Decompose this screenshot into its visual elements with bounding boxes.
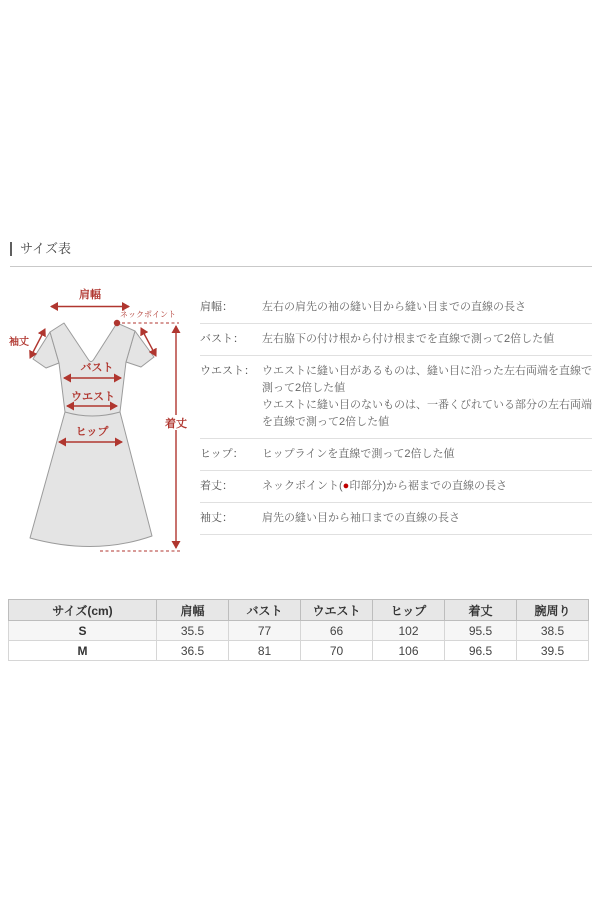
- value-cell: 35.5: [157, 621, 229, 641]
- definition-text: 左右の肩先の袖の縫い目から縫い目までの直線の長さ: [262, 301, 526, 313]
- value-cell: 102: [373, 621, 445, 641]
- table-row-size-m: [9, 641, 589, 661]
- column-header-waist: ウエスト: [301, 600, 373, 621]
- size-chart-section-header: [10, 242, 592, 267]
- value-cell: 106: [373, 641, 445, 661]
- value-cell: 81: [229, 641, 301, 661]
- definition-row-waist: [200, 356, 592, 439]
- column-header-arm: 腕周り: [517, 600, 589, 621]
- definition-term: 肩幅：: [200, 301, 233, 313]
- definition-text: 肩先の縫い目から袖口までの直線の長さ: [262, 512, 460, 524]
- value-cell: 95.5: [445, 621, 517, 641]
- column-header-hip: ヒップ: [373, 600, 445, 621]
- hip-label: ヒップ: [75, 426, 109, 438]
- value-cell: 66: [301, 621, 373, 641]
- column-header-bust: バスト: [229, 600, 301, 621]
- dress-measurement-diagram: [0, 275, 200, 565]
- column-header-length: 着丈: [445, 600, 517, 621]
- waist-label: ウエスト: [71, 391, 115, 403]
- neck-point-label: ネックポイント: [120, 310, 176, 319]
- size-table: [8, 599, 589, 661]
- size-cell: M: [9, 641, 157, 661]
- measurement-definitions: [200, 292, 592, 535]
- definition-row-bust: [200, 324, 592, 356]
- neck-point-dot-icon: [114, 320, 120, 326]
- definition-row-hip: [200, 439, 592, 471]
- column-header-size: サイズ(cm): [9, 600, 157, 621]
- definition-term: ウエスト：: [200, 365, 255, 377]
- definition-row-length: [200, 471, 592, 503]
- value-cell: 36.5: [157, 641, 229, 661]
- definition-row-shoulder: [200, 292, 592, 324]
- definition-text: ネックポイント(●印部分)から裾までの直線の長さ: [262, 480, 507, 492]
- table-row-size-s: [9, 621, 589, 641]
- red-dot-mark: ●: [342, 480, 350, 492]
- length-label: 着丈: [165, 418, 187, 430]
- bust-label: バスト: [80, 362, 114, 374]
- value-cell: 70: [301, 641, 373, 661]
- value-cell: 39.5: [517, 641, 589, 661]
- size-table-header-row: [9, 600, 589, 621]
- value-cell: 77: [229, 621, 301, 641]
- page-title: サイズ表: [10, 242, 592, 256]
- definition-text: 測って2倍した値: [262, 382, 346, 394]
- column-header-shoulder: 肩幅: [157, 600, 229, 621]
- definition-term: 着丈：: [200, 480, 233, 492]
- shoulder-width-label: 肩幅: [79, 289, 101, 301]
- definition-term: 袖丈：: [200, 512, 233, 524]
- size-cell: S: [9, 621, 157, 641]
- sleeve-length-label: 袖丈: [9, 337, 29, 348]
- definition-text: ウエストに縫い目のないものは、一番くびれている部分の左右両端: [262, 399, 592, 411]
- definition-text: ウエストに縫い目があるものは、縫い目に沿った左右両端を直線で: [262, 365, 592, 377]
- definition-text: ヒップラインを直線で測って2倍した値: [262, 448, 455, 460]
- definition-term: ヒップ：: [200, 448, 244, 460]
- value-cell: 96.5: [445, 641, 517, 661]
- definition-text: 左右脇下の付け根から付け根までを直線で測って2倍した値: [262, 333, 555, 345]
- definition-text: を直線で測って2倍した値: [262, 416, 390, 428]
- value-cell: 38.5: [517, 621, 589, 641]
- definition-term: バスト：: [200, 333, 244, 345]
- definition-row-sleeve: [200, 503, 592, 535]
